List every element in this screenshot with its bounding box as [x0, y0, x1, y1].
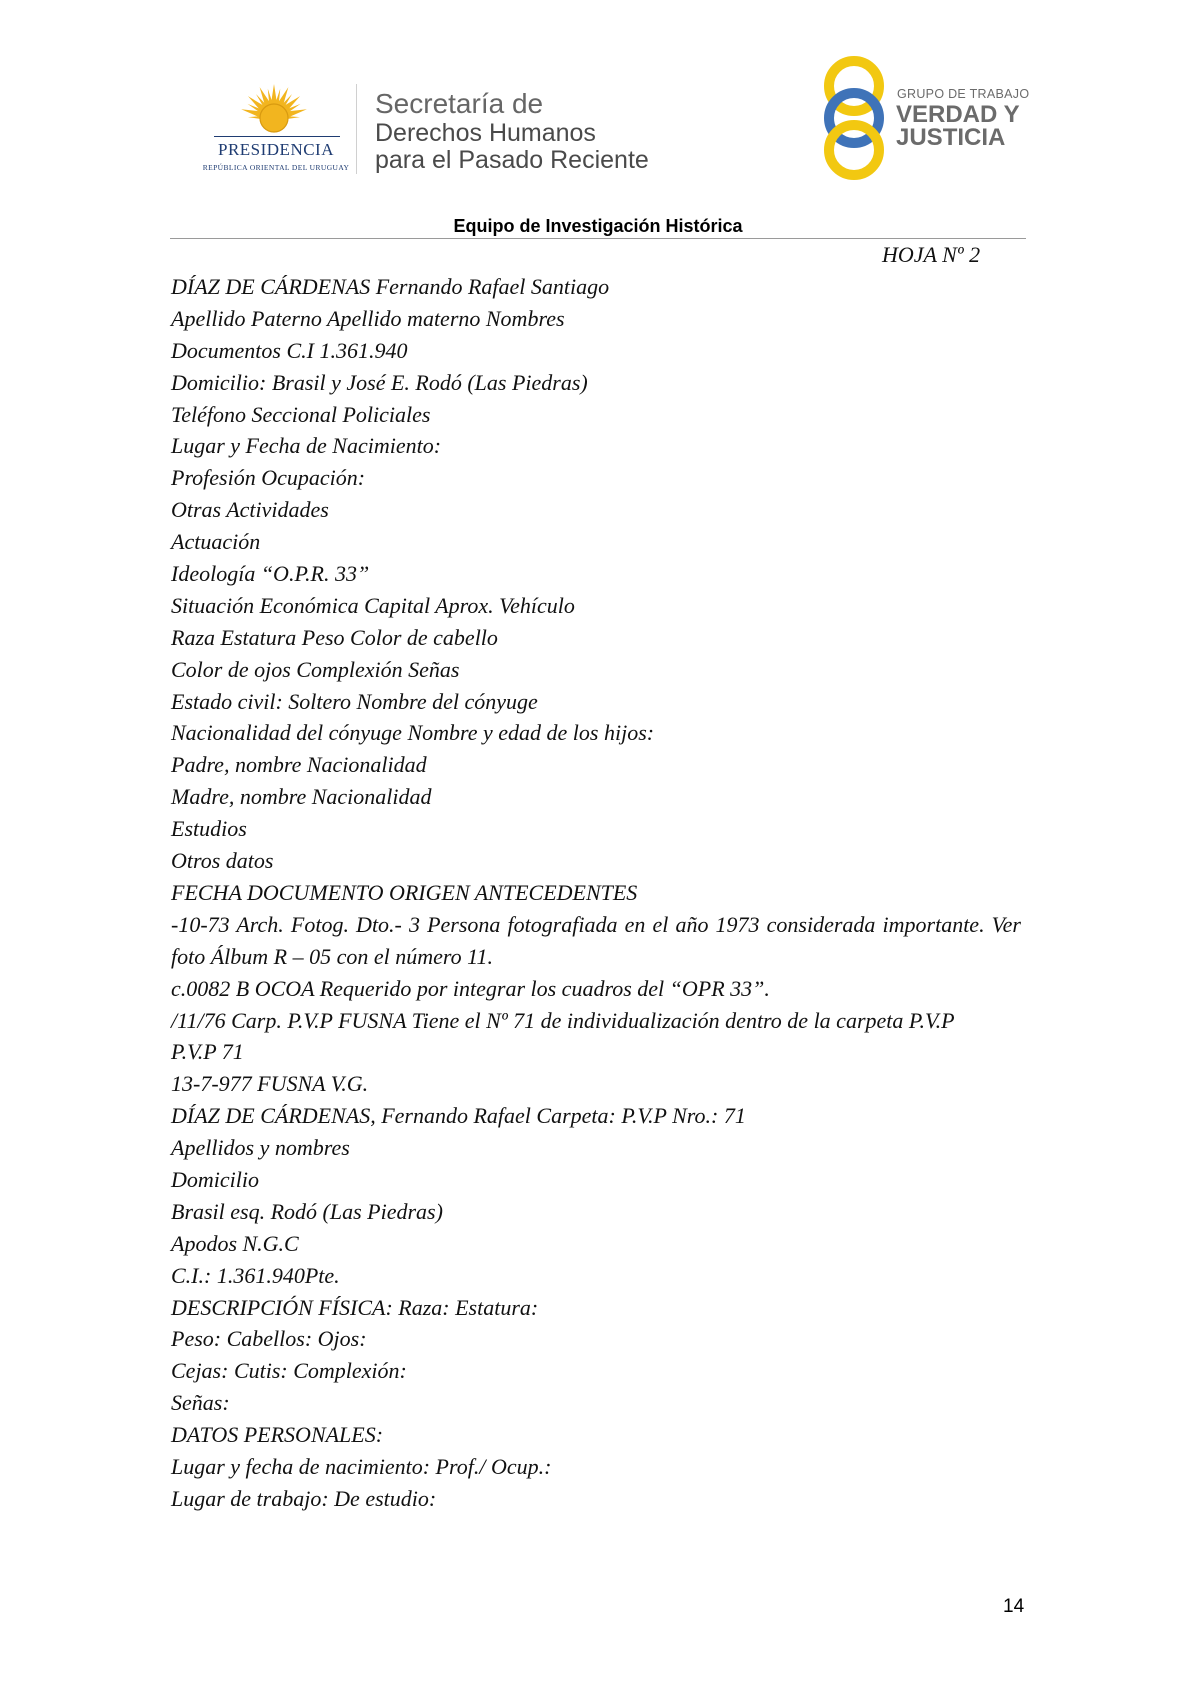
text-line: Profesión Ocupación:: [171, 465, 366, 491]
grupo-line-1: GRUPO DE TRABAJO: [897, 87, 1030, 101]
secretaria-line-1: Secretaría de: [375, 88, 544, 119]
antecedent-paragraph-2: /11/76 Carp. P.V.P FUSNA Tiene el Nº 71 de individualización dentro de la carpeta P.V.P: [171, 1007, 955, 1033]
presidencia-subtitle: REPÚBLICA ORIENTAL DEL URUGUAY: [202, 163, 350, 172]
secretaria-line-3: para el Pasado Reciente: [375, 146, 649, 174]
text-line: Brasil esq. Rodó (Las Piedras): [171, 1198, 443, 1224]
text-line: Apodos N.G.C: [171, 1230, 299, 1256]
text-line: P.V.P 71: [171, 1039, 244, 1065]
text-line: Estudios: [171, 816, 247, 842]
presidencia-divider: [214, 136, 340, 137]
header-rule: [170, 238, 1026, 239]
text-line: Otras Actividades: [171, 497, 329, 523]
text-line: Actuación: [171, 529, 261, 555]
secretaria-line-2: Derechos Humanos: [375, 119, 596, 147]
text-line: DÍAZ DE CÁRDENAS, Fernando Rafael Carpeta: P.V.P Nro.: 71: [171, 1103, 746, 1129]
linked-rings-icon: [818, 54, 890, 182]
text-line: 13-7-977 FUSNA V.G.: [171, 1071, 369, 1097]
text-line: DATOS PERSONALES:: [171, 1422, 384, 1448]
text-line: DÍAZ DE CÁRDENAS Fernando Rafael Santiago: [171, 274, 610, 299]
page-number: 14: [1003, 1596, 1025, 1617]
text-line: Lugar y Fecha de Nacimiento:: [171, 433, 442, 459]
text-line: Apellido Paterno Apellido materno Nombres: [171, 305, 565, 331]
text-line: DESCRIPCIÓN FÍSICA: Raza: Estatura:: [171, 1294, 539, 1320]
text-line: c.0082 B OCOA Requerido por integrar los cuadros del “OPR 33”.: [171, 975, 770, 1001]
text-line: Documentos C.I 1.361.940: [171, 337, 408, 363]
text-line: Nacionalidad del cónyuge Nombre y edad de los hijos:: [171, 720, 655, 746]
antecedent-paragraph-1: -10-73 Arch. Fotog. Dto.- 3 Persona fotografiada en el año 1973 considerada importante. Ver foto Álbum R – 05 con el número 11.: [171, 911, 1021, 969]
sun-emblem-icon: [214, 78, 334, 148]
sheet-label: HOJA Nº 2: [882, 242, 981, 267]
text-line: Padre, nombre Nacionalidad: [171, 752, 427, 778]
text-line: Ideología “O.P.R. 33”: [171, 561, 370, 587]
text-line: Señas:: [171, 1390, 230, 1416]
text-line: Teléfono Seccional Policiales: [171, 401, 431, 427]
text-line: Raza Estatura Peso Color de cabello: [171, 624, 498, 650]
grupo-line-2: VERDAD Y: [896, 101, 1020, 128]
text-line: FECHA DOCUMENTO ORIGEN ANTECEDENTES: [171, 879, 638, 905]
document-body: [171, 271, 1021, 1515]
text-line: Cejas: Cutis: Complexión:: [171, 1358, 407, 1384]
logo-separator: [356, 84, 357, 174]
grupo-line-3: JUSTICIA: [896, 124, 1006, 151]
team-title: Equipo de Investigación Histórica: [453, 216, 743, 236]
text-line: Apellidos y nombres: [171, 1135, 350, 1161]
text-line: C.I.: 1.361.940Pte.: [171, 1262, 340, 1288]
text-line: Madre, nombre Nacionalidad: [171, 784, 432, 810]
text-line: Estado civil: Soltero Nombre del cónyuge: [171, 688, 538, 714]
text-line: Situación Económica Capital Aprox. Vehículo: [171, 592, 575, 618]
presidencia-name: PRESIDENCIA: [217, 140, 334, 159]
text-line: Lugar de trabajo: De estudio:: [171, 1485, 437, 1511]
text-line: Lugar y fecha de nacimiento: Prof./ Ocup.:: [171, 1454, 552, 1479]
text-line: Domicilio: Brasil y José E. Rodó (Las Piedras): [171, 369, 588, 395]
text-line: Domicilio: [171, 1166, 259, 1192]
page-header: [0, 0, 1190, 236]
text-line: Color de ojos Complexión Señas: [171, 656, 460, 682]
text-line: Otros datos: [171, 848, 274, 874]
text-line: Peso: Cabellos: Ojos:: [171, 1326, 367, 1352]
